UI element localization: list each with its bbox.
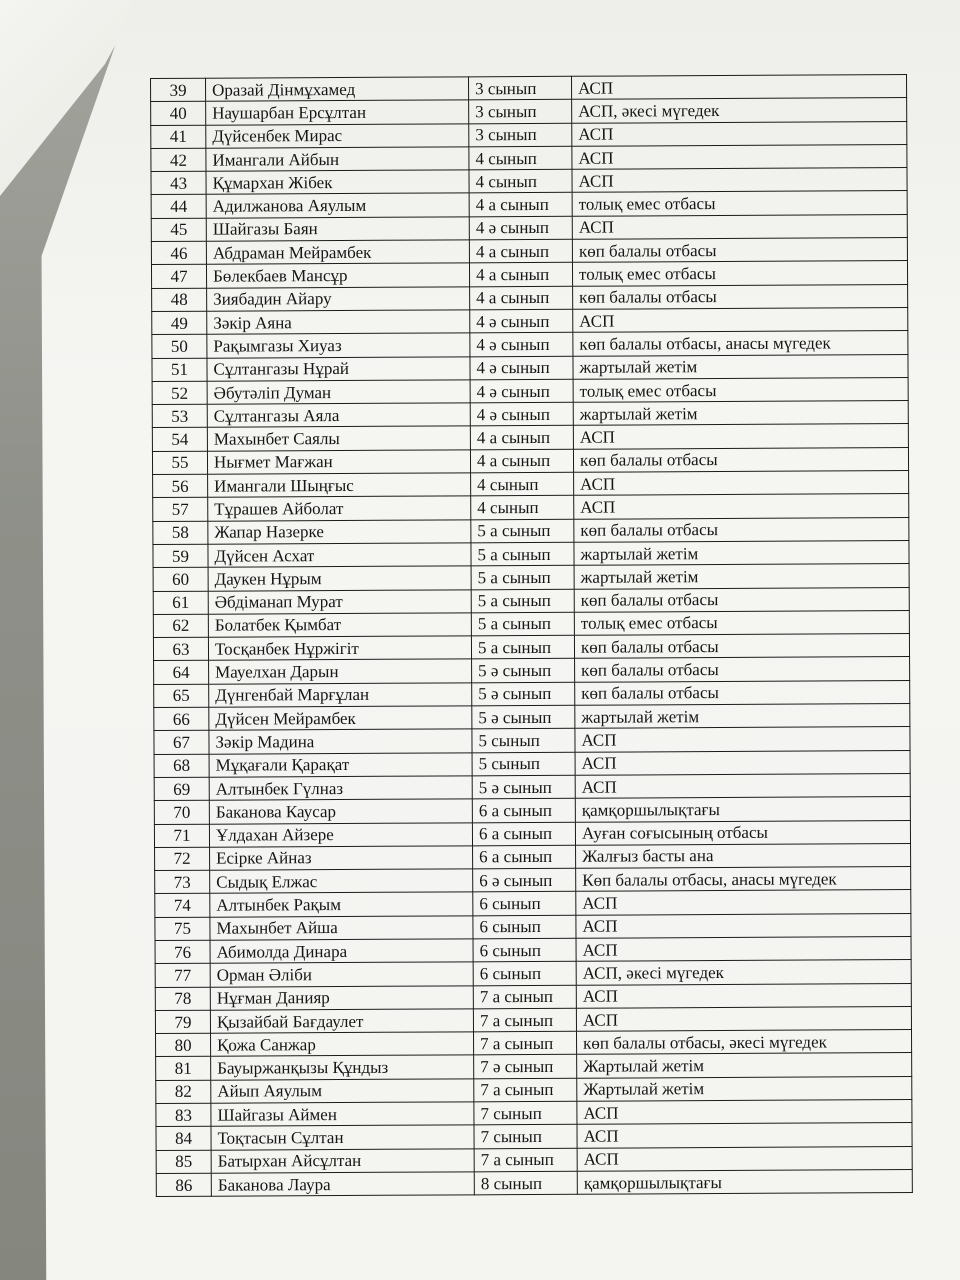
class-grade: 4 а сынып [469,263,572,287]
class-grade: 5 сынып [472,752,575,776]
class-grade: 4 сынып [471,496,574,520]
student-name: Шайгазы Аймен [211,1102,474,1127]
student-name: Бауыржанқызы Құндыз [211,1055,474,1080]
status-note: АСП, әкесі мүгедек [572,98,907,123]
row-number: 63 [153,637,208,661]
row-number: 61 [153,591,208,615]
status-note: АСП [572,214,907,239]
status-note: АСП [577,1123,912,1148]
row-number: 45 [151,218,206,242]
class-grade: 4 сынып [469,169,572,193]
student-name: Бөлекбаев Мансұр [206,263,469,288]
status-note: толық емес отбасы [574,610,909,635]
class-grade: 4 ә сынып [470,333,573,357]
row-number: 65 [154,684,209,708]
class-grade: 7 сынып [474,1101,577,1125]
class-grade: 6 сынып [473,915,576,939]
class-grade: 5 ә сынып [472,682,575,706]
status-note: Жартылай жетім [577,1076,912,1101]
class-grade: 5 а сынып [471,519,574,543]
row-number: 78 [155,987,210,1011]
student-name: Оразай Дінмұхамед [206,77,469,102]
status-note: жартылай жетім [573,401,908,426]
class-grade: 4 ә сынып [469,216,572,240]
class-grade: 6 сынып [473,962,576,986]
class-grade: 4 а сынып [469,193,572,217]
class-grade: 7 а сынып [473,985,576,1009]
class-grade: 6 ә сынып [473,868,576,892]
status-note: Жартылай жетім [577,1053,912,1078]
class-grade: 3 сынып [469,100,572,124]
row-number: 74 [155,894,210,918]
student-name: Дүйсен Асхат [208,543,471,568]
student-name: Зәкір Мадина [209,729,472,754]
row-number: 55 [152,451,207,475]
row-number: 41 [151,125,206,149]
status-note: толық емес отбасы [573,377,908,402]
row-number: 46 [151,241,206,265]
class-grade: 7 сынып [474,1125,577,1149]
row-number: 82 [156,1080,211,1104]
class-grade: 4 а сынып [469,239,572,263]
status-note: толық емес отбасы [572,191,907,216]
class-grade: 7 а сынып [474,1148,577,1172]
row-number: 50 [152,334,207,358]
status-note: көп балалы отбасы [573,284,908,309]
class-grade: 7 а сынып [474,1078,577,1102]
row-number: 71 [154,824,209,848]
status-note: АСП [574,471,909,496]
student-name: Абдраман Мейрамбек [206,240,469,265]
student-name: Тоқтасын Сұлтан [211,1125,474,1150]
student-name: Тосқанбек Нұржігіт [208,636,471,661]
class-grade: 5 а сынып [471,566,574,590]
student-name: Әбутәліп Думан [207,380,470,405]
status-note: көп балалы отбасы, әкесі мүгедек [576,1030,911,1055]
row-number: 72 [155,847,210,871]
student-name: Адилжанова Аяулым [206,193,469,218]
student-name: Сұлтангазы Аяла [207,403,470,428]
status-note: АСП [575,727,910,752]
student-name: Дүйсенбек Мирас [206,123,469,148]
row-number: 79 [155,1010,210,1034]
status-note: АСП [573,308,908,333]
student-name: Қожа Санжар [211,1032,474,1057]
row-number: 77 [155,963,210,987]
student-name: Әбдіманап Мурат [208,589,471,614]
status-note: АСП [571,75,906,100]
status-note: көп балалы отбасы [575,680,910,705]
class-grade: 4 ә сынып [470,309,573,333]
table-row [156,1169,912,1196]
student-name: Батырхан Айсұлтан [211,1148,474,1173]
class-grade: 4 а сынып [470,449,573,473]
row-number: 43 [151,171,206,195]
row-number: 54 [152,428,207,452]
student-name: Ұлдахан Айзере [209,822,472,847]
status-note: көп балалы отбасы [575,657,910,682]
student-name: Орман Әліби [210,962,473,987]
status-note: Көп балалы отбасы, анасы мүгедек [576,867,911,892]
status-note: АСП [575,750,910,775]
status-note: жартылай жетім [573,354,908,379]
status-note: жартылай жетім [574,564,909,589]
status-note: көп балалы отбасы [574,517,909,542]
row-number: 64 [154,661,209,685]
student-name: Есірке Айназ [210,846,473,871]
status-note: АСП [572,168,907,193]
student-roster-table [150,74,913,1197]
student-name: Имангали Шыңғыс [208,473,471,498]
status-note: АСП [576,890,911,915]
status-note: АСП [573,424,908,449]
class-grade: 6 сынып [473,938,576,962]
row-number: 53 [152,404,207,428]
row-number: 48 [152,288,207,312]
class-grade: 4 ә сынып [470,356,573,380]
status-note: қамқоршылықтағы [575,797,910,822]
row-number: 68 [154,754,209,778]
status-note: АСП [574,494,909,519]
student-name: Дүнгенбай Марғұлан [209,683,472,708]
row-number: 85 [156,1150,211,1174]
class-grade: 6 а сынып [473,845,576,869]
row-number: 80 [156,1033,211,1057]
status-note: АСП [577,1100,912,1125]
row-number: 73 [155,870,210,894]
student-name: Қызайбай Бағдаулет [210,1009,473,1034]
status-note: қамқоршылықтағы [577,1169,912,1194]
class-grade: 3 сынып [468,76,571,100]
class-grade: 5 а сынып [471,542,574,566]
student-name: Даукен Нұрым [208,566,471,591]
class-grade: 6 сынып [473,892,576,916]
row-number: 70 [154,800,209,824]
student-name: Жапар Назерке [208,519,471,544]
row-number: 69 [154,777,209,801]
student-name: Құмархан Жібек [206,170,469,195]
document-page [150,70,910,1220]
student-name: Айып Аяулым [211,1079,474,1104]
row-number: 40 [151,102,206,126]
student-name: Болатбек Қымбат [208,613,471,638]
class-grade: 5 сынып [472,729,575,753]
status-note: АСП [576,913,911,938]
student-name: Махынбет Саялы [207,426,470,451]
row-number: 81 [156,1057,211,1081]
student-name: Рақымгазы Хиуаз [207,333,470,358]
row-number: 56 [153,474,208,498]
student-name: Алтынбек Гүлназ [209,776,472,801]
row-number: 86 [156,1173,211,1197]
class-grade: 7 а сынып [473,1008,576,1032]
class-grade: 7 а сынып [473,1031,576,1055]
row-number: 83 [156,1103,211,1127]
row-number: 59 [153,544,208,568]
student-name: Нығмет Мағжан [207,450,470,475]
status-note: көп балалы отбасы [573,447,908,472]
student-name: Алтынбек Рақым [210,892,473,917]
status-note: АСП [576,1006,911,1031]
student-name: Дүйсен Мейрамбек [209,706,472,731]
class-grade: 5 а сынып [471,635,574,659]
row-number: 62 [153,614,208,638]
row-number: 84 [156,1127,211,1151]
class-grade: 4 а сынып [470,286,573,310]
status-note: Жалғыз басты ана [576,843,911,868]
class-grade: 5 ә сынып [472,659,575,683]
status-note: көп балалы отбасы [574,634,909,659]
student-name: Наушарбан Ерсұлтан [206,100,469,125]
student-name: Сұлтангазы Нұрай [207,356,470,381]
status-note: АСП, әкесі мүгедек [576,960,911,985]
status-note: АСП [576,937,911,962]
class-grade: 7 ә сынып [474,1055,577,1079]
status-note: АСП [576,983,911,1008]
class-grade: 3 сынып [469,123,572,147]
row-number: 51 [152,358,207,382]
status-note: АСП [575,773,910,798]
row-number: 42 [151,148,206,172]
status-note: көп балалы отбасы [574,587,909,612]
student-name: Зиябадин Айару [207,287,470,312]
class-grade: 6 а сынып [472,798,575,822]
class-grade: 5 а сынып [471,612,574,636]
student-name: Шайгазы Баян [206,217,469,242]
student-name: Сыдық Елжас [210,869,473,894]
row-number: 58 [153,521,208,545]
status-note: жартылай жетім [574,540,909,565]
row-number: 60 [153,567,208,591]
class-grade: 5 а сынып [471,589,574,613]
class-grade: 5 ә сынып [472,775,575,799]
row-number: 76 [155,940,210,964]
class-grade: 5 ә сынып [472,705,575,729]
row-number: 47 [151,265,206,289]
row-number: 44 [151,195,206,219]
status-note: АСП [577,1146,912,1171]
row-number: 67 [154,731,209,755]
class-grade: 4 сынып [469,146,572,170]
student-name: Абимолда Динара [210,939,473,964]
roster-body [151,75,913,1197]
student-name: Махынбет Айша [210,916,473,941]
status-note: АСП [572,144,907,169]
row-number: 52 [152,381,207,405]
student-name: Тұрашев Айболат [208,496,471,521]
student-name: Мұқағали Қарақат [209,752,472,777]
class-grade: 6 а сынып [472,822,575,846]
status-note: жартылай жетім [575,704,910,729]
row-number: 57 [153,498,208,522]
student-name: Зәкір Аяна [207,310,470,335]
row-number: 49 [152,311,207,335]
row-number: 39 [151,78,206,102]
status-note: Ауған соғысының отбасы [575,820,910,845]
row-number: 75 [155,917,210,941]
row-number: 66 [154,707,209,731]
student-name: Нұғман Данияр [210,985,473,1010]
class-grade: 8 сынып [474,1171,577,1195]
student-name: Баканова Лаура [211,1172,474,1197]
student-name: Имангали Айбын [206,147,469,172]
student-name: Мауелхан Дарын [209,659,472,684]
student-name: Баканова Каусар [209,799,472,824]
status-note: толық емес отбасы [572,261,907,286]
class-grade: 4 сынып [471,472,574,496]
class-grade: 4 ә сынып [470,379,573,403]
status-note: көп балалы отбасы [572,238,907,263]
class-grade: 4 ә сынып [470,402,573,426]
status-note: көп балалы отбасы, анасы мүгедек [573,331,908,356]
class-grade: 4 а сынып [470,426,573,450]
status-note: АСП [572,121,907,146]
